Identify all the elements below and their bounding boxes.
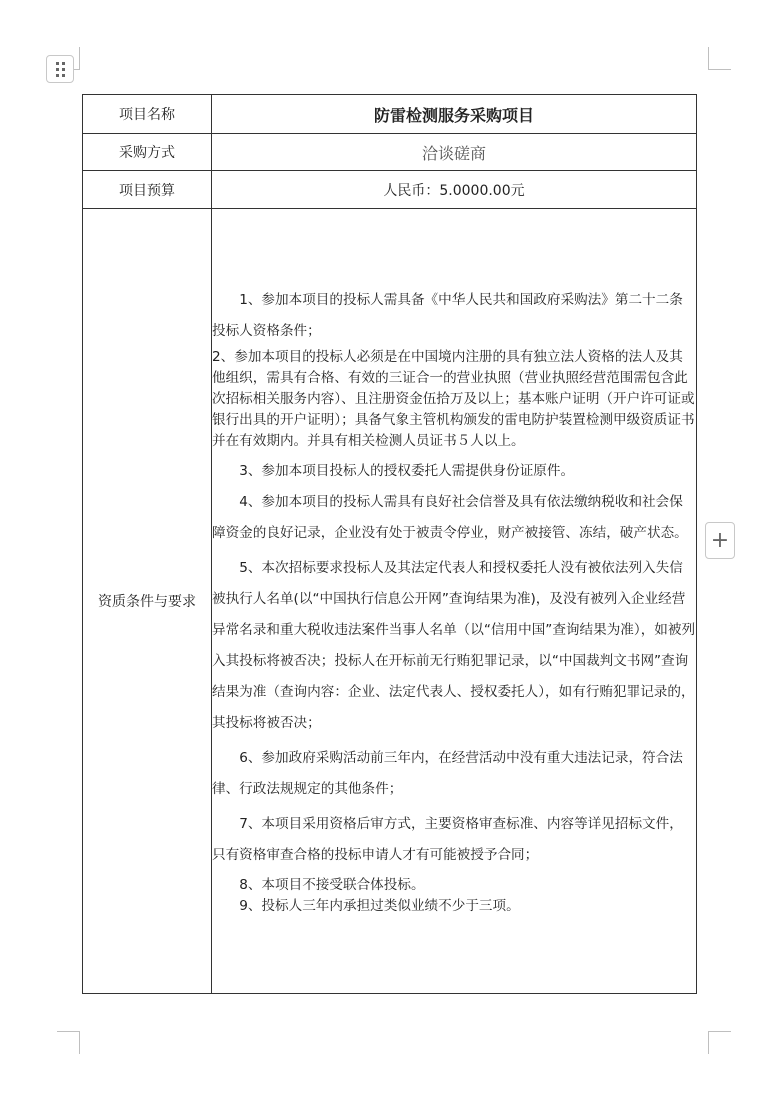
requirement-item-3: 3、参加本项目投标人的授权委托人需提供身份证原件。: [239, 463, 575, 479]
page-corner-mark-top-right: [708, 47, 731, 70]
budget-label[interactable]: 项目预算: [83, 171, 212, 209]
requirement-item-7: 7、本项目采用资格后审方式，主要资格审查标准、内容等详见招标文件，只有资格审查合格的投标申请人才有可能被授予合同；: [212, 816, 683, 863]
table-row-procurement-method: [83, 134, 697, 171]
requirements-content[interactable]: [212, 209, 697, 994]
plus-icon: +: [710, 527, 730, 553]
requirement-item-1: 1、参加本项目的投标人需具备《中华人民共和国政府采购法》第二十二条投标人资格条件；: [212, 292, 683, 339]
procurement-table: [82, 94, 697, 994]
table-row-budget: [83, 171, 697, 209]
table-row-project-name: [83, 95, 697, 134]
requirement-item-9: 9、投标人三年内承担过类似业绩不少于三项。: [239, 898, 520, 914]
requirement-item-4: 4、参加本项目的投标人需具有良好社会信誉及具有依法缴纳税收和社会保障资金的良好记录，企业没有处于被责令停业，财产被接管、冻结，破产状态。: [212, 494, 688, 541]
requirement-item-6: 6、参加政府采购活动前三年内，在经营活动中没有重大违法记录，符合法律、行政法规规定的其他条件；: [212, 750, 683, 797]
grip-dots-icon: [56, 62, 65, 77]
add-row-button[interactable]: [705, 522, 735, 559]
requirements-label[interactable]: 资质条件与要求: [83, 209, 212, 994]
table-row-requirements: [83, 209, 697, 994]
procurement-method-value[interactable]: 洽谈磋商: [212, 134, 697, 171]
requirement-item-8: 8、本项目不接受联合体投标。: [239, 877, 425, 893]
requirement-item-5: 5、本次招标要求投标人及其法定代表人和授权委托人没有被依法列入失信被执行人名单(以“中国执行信息公开网”查询结果为准)，及没有被列入企业经营异常名录和重大税收违法案件当事人名单（以“信用中国”查询结果为准），如被列入其投标将被否决；投标人在开标前无行贿犯罪记录，以“中国裁判文书网”查询结果为准（查询内容：企业、法定代表人、授权委托人），如有行贿犯罪记录的，其投标将被否决；: [212, 560, 696, 731]
project-name-value[interactable]: 防雷检测服务采购项目: [212, 95, 697, 134]
requirement-item-2: 2、参加本项目的投标人必须是在中国境内注册的具有独立法人资格的法人及其他组织，需具有合格、有效的三证合一的营业执照（营业执照经营范围需包含此次招标相关服务内容）、且注册资金伍拾万及以上；基本账户证明（开户许可证或银行出具的开户证明）；具备气象主管机构颁发的雷电防护装置检测甲级资质证书并在有效期内。并具有相关检测人员证书５人以上。: [212, 349, 695, 449]
procurement-method-label[interactable]: 采购方式: [83, 134, 212, 171]
budget-value[interactable]: 人民币：5.0000.00元: [212, 171, 697, 209]
project-name-label[interactable]: 项目名称: [83, 95, 212, 134]
page-corner-mark-bottom-left: [57, 1031, 80, 1054]
page-corner-mark-bottom-right: [708, 1031, 731, 1054]
table-move-handle[interactable]: [46, 55, 74, 83]
